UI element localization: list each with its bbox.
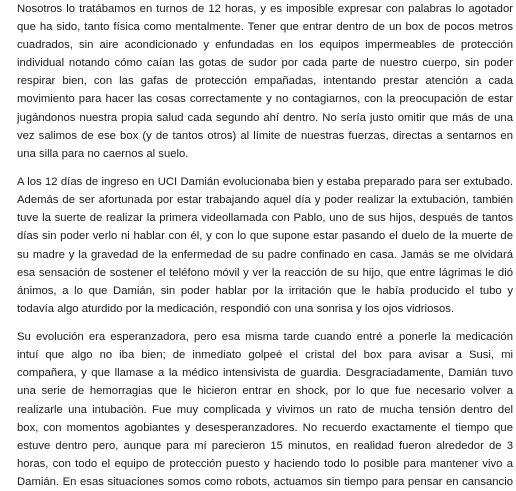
text-line: estuve dentro pero, aunque para mí parecieron 15 minutos, en realidad fueron alrededor de 3: [17, 439, 513, 452]
text-line: respirar bien, con las gafas de protección empañadas, intentando prestar atención a cada: [17, 75, 513, 88]
text-line: vez salimos de ese box (y de tantos otros) al límite de nuestras fuerzas, directas a sentarnos en: [17, 129, 513, 142]
text-line: su madre y la gravedad de la enfermedad de su padre confinado en casa. Jamás se me olvidará: [17, 248, 513, 261]
text-line: Su evolución era esperanzadora, pero esa misma tarde cuando entré a ponerle la medicación: [17, 331, 513, 344]
text-line: intuí que algo no iba bien; de inmediato golpeé el cristal del box para avisar a Susi, mi: [17, 349, 513, 362]
paragraph-3: [17, 328, 513, 491]
text-line: individual notando cómo caían las gotas de sudor por cada parte de nuestro cuerpo, sin poder: [17, 57, 513, 70]
text-line: una silla para no caernos al suelo.: [17, 147, 189, 160]
paragraph-2: [17, 173, 513, 318]
text-line: ánimos, a lo que Damián, sin poder hablar por la irritación que le había producido el tubo y: [17, 284, 513, 297]
document-page: [17, 0, 513, 491]
text-line: Damián. En esas situaciones somos como robots, actuamos sin tiempo para pensar en cansancio: [17, 475, 513, 488]
text-line: compañera, y que llamase a la médico intensivista de guardia. Desgraciadamente, Damián tuvo: [17, 367, 513, 380]
text-line: Además de ser afortunada por estar trabajando aquel día y poder realizar la extubación, también: [17, 194, 513, 207]
text-line: movimiento para hacer las cosas correctamente y no contagiarnos, con la preocupación de estar: [17, 93, 513, 106]
text-line: esa sensación de sostener el teléfono móvil y ver la reacción de su hijo, que entre lágrimas le dió: [17, 266, 513, 279]
text-line: que ha sido, tanto física como mentalmente. Tener que entrar dentro de un box de pocos metros: [17, 21, 513, 34]
text-line: horas, con todo el equipo de protección puesto y haciendo todo lo posible para mantener vivo a: [17, 457, 513, 470]
text-line: días sin poder verlo ni hablar con él, y con lo que supone estar pasando el duelo de la muerte de: [17, 230, 513, 243]
text-line: todavía algo aturdido por la medicación, respondió con una sonrisa y los ojos vidriosos.: [17, 302, 455, 315]
text-line: tuve la suerte de realizar la primera videollamada con Pablo, uno de sus hijos, después de tantos: [17, 212, 513, 225]
text-line: una serie de hemorragias que le hicieron entrar en shock, por lo que fue necesario volver a: [17, 385, 513, 398]
paragraph-spacer: [17, 163, 513, 173]
text-line: box, con momentos agobiantes y desesperanzadores. No recuerdo exactamente el tiempo que: [17, 421, 513, 434]
paragraph-1: [17, 0, 513, 163]
paragraph-spacer: [17, 318, 513, 328]
text-line: A los 12 días de ingreso en UCI Damián evolucionaba bien y estaba preparado para ser extubado.: [17, 176, 513, 189]
text-line: Nosotros lo tratábamos en turnos de 12 horas, y es imposible expresar con palabras lo agotador: [17, 3, 513, 15]
text-line: cuadrados, sin aire acondicionado y enfundadas en los equipos impermeables de protección: [17, 39, 513, 52]
text-line: jugándonos nuestra propia salud cada segundo ahí dentro. No sería justo omitir que más de una: [17, 111, 513, 124]
text-line: realizarle una intubación. Fue muy complicada y vivimos un rato de mucha tensión dentro del: [17, 403, 513, 416]
